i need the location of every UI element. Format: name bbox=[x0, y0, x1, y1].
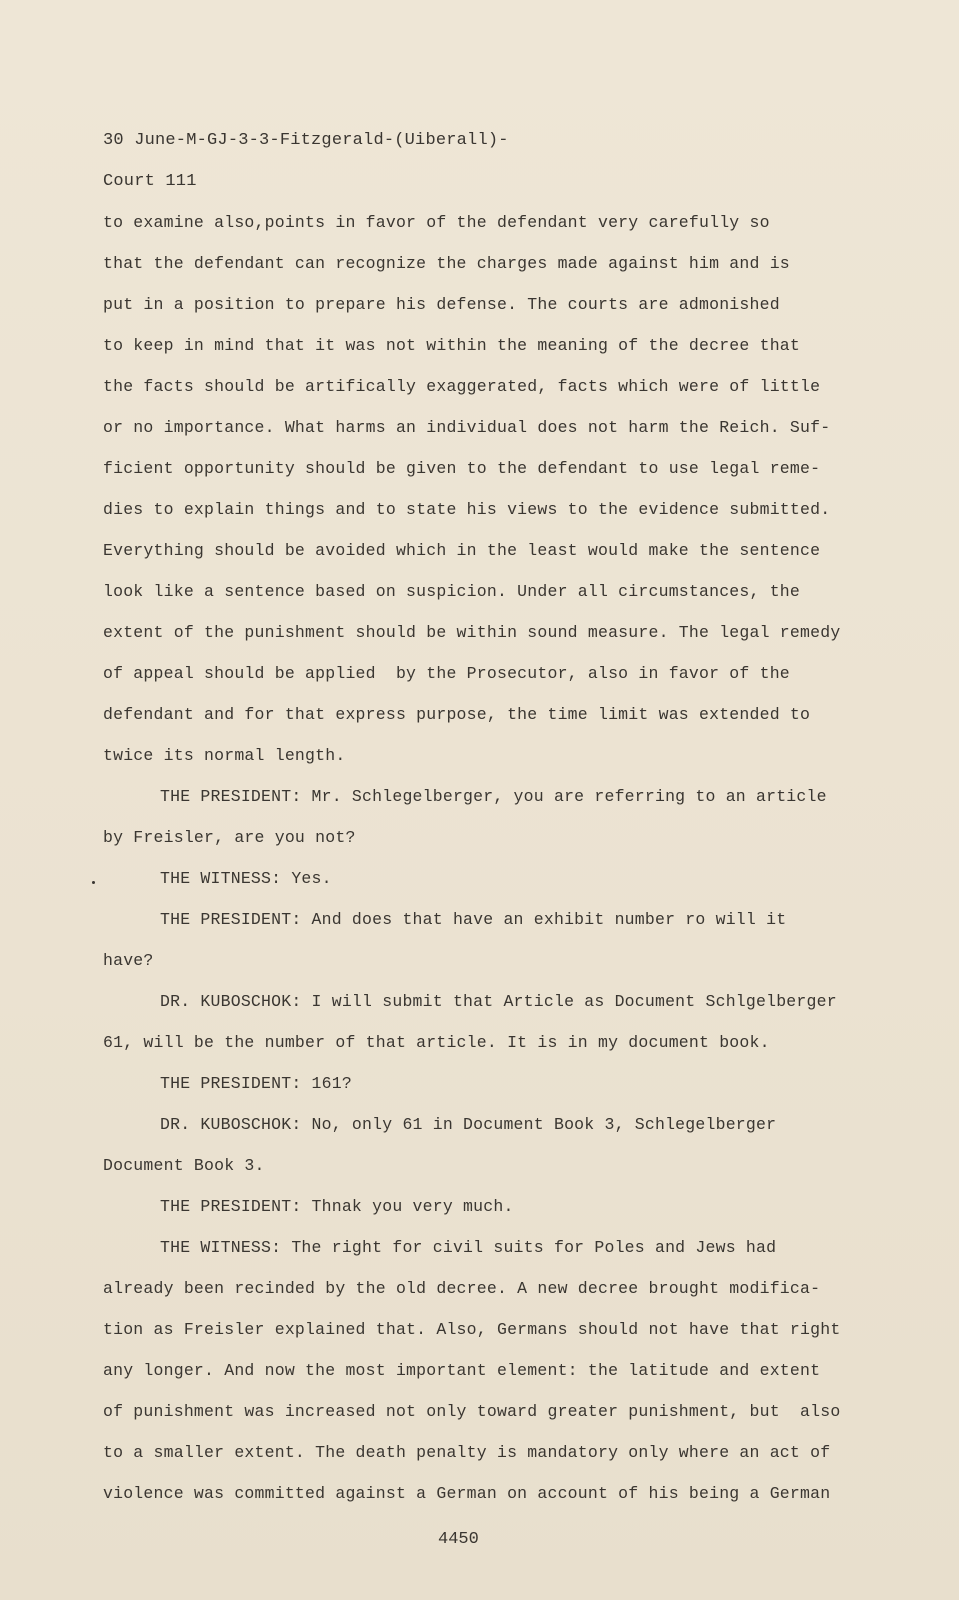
court-label: Court 111 bbox=[103, 172, 197, 191]
text-line: Document Book 3. bbox=[103, 1156, 265, 1175]
text-line: already been recinded by the old decree. A new decree brought modifica- bbox=[103, 1279, 821, 1298]
page-number: 4450 bbox=[438, 1530, 479, 1549]
dialogue-line: THE WITNESS: The right for civil suits for Poles and Jews had bbox=[160, 1238, 777, 1257]
ink-speck bbox=[92, 881, 95, 884]
text-line: extent of the punishment should be within sound measure. The legal remedy bbox=[103, 623, 841, 642]
text-line: the facts should be artifically exaggerated, facts which were of little bbox=[103, 377, 821, 396]
text-line: ficient opportunity should be given to the defendant to use legal reme- bbox=[103, 459, 821, 478]
text-line: violence was committed against a German on account of his being a German bbox=[103, 1484, 831, 1503]
text-line: 61, will be the number of that article. It is in my document book. bbox=[103, 1033, 770, 1052]
text-line: defendant and for that express purpose, the time limit was extended to bbox=[103, 705, 811, 724]
text-line: have? bbox=[103, 951, 154, 970]
text-line: twice its normal length. bbox=[103, 746, 346, 765]
text-line: that the defendant can recognize the charges made against him and is bbox=[103, 254, 790, 273]
text-line: or no importance. What harms an individual does not harm the Reich. Suf- bbox=[103, 418, 831, 437]
text-line: any longer. And now the most important element: the latitude and extent bbox=[103, 1361, 821, 1380]
dialogue-line: THE WITNESS: Yes. bbox=[160, 869, 332, 888]
text-line: to examine also,points in favor of the defendant very carefully so bbox=[103, 213, 770, 232]
text-line: look like a sentence based on suspicion. Under all circumstances, the bbox=[103, 582, 801, 601]
dialogue-line: DR. KUBOSCHOK: I will submit that Article as Document Schlgelberger bbox=[160, 992, 837, 1011]
dialogue-line: DR. KUBOSCHOK: No, only 61 in Document Book 3, Schlegelberger bbox=[160, 1115, 777, 1134]
text-line: of appeal should be applied by the Prosecutor, also in favor of the bbox=[103, 664, 790, 683]
dialogue-line: THE PRESIDENT: Thnak you very much. bbox=[160, 1197, 514, 1216]
dialogue-line: THE PRESIDENT: Mr. Schlegelberger, you are referring to an article bbox=[160, 787, 827, 806]
text-line: to a smaller extent. The death penalty is mandatory only where an act of bbox=[103, 1443, 831, 1462]
session-header: 30 June-M-GJ-3-3-Fitzgerald-(Uiberall)- bbox=[103, 131, 509, 150]
text-line: to keep in mind that it was not within the meaning of the decree that bbox=[103, 336, 801, 355]
dialogue-line: THE PRESIDENT: And does that have an exhibit number ro will it bbox=[160, 910, 787, 929]
text-line: put in a position to prepare his defense. The courts are admonished bbox=[103, 295, 780, 314]
dialogue-line: THE PRESIDENT: 161? bbox=[160, 1074, 352, 1093]
text-line: by Freisler, are you not? bbox=[103, 828, 356, 847]
text-line: tion as Freisler explained that. Also, Germans should not have that right bbox=[103, 1320, 841, 1339]
text-line: of punishment was increased not only toward greater punishment, but also bbox=[103, 1402, 841, 1421]
text-line: Everything should be avoided which in the least would make the sentence bbox=[103, 541, 821, 560]
text-line: dies to explain things and to state his views to the evidence submitted. bbox=[103, 500, 831, 519]
